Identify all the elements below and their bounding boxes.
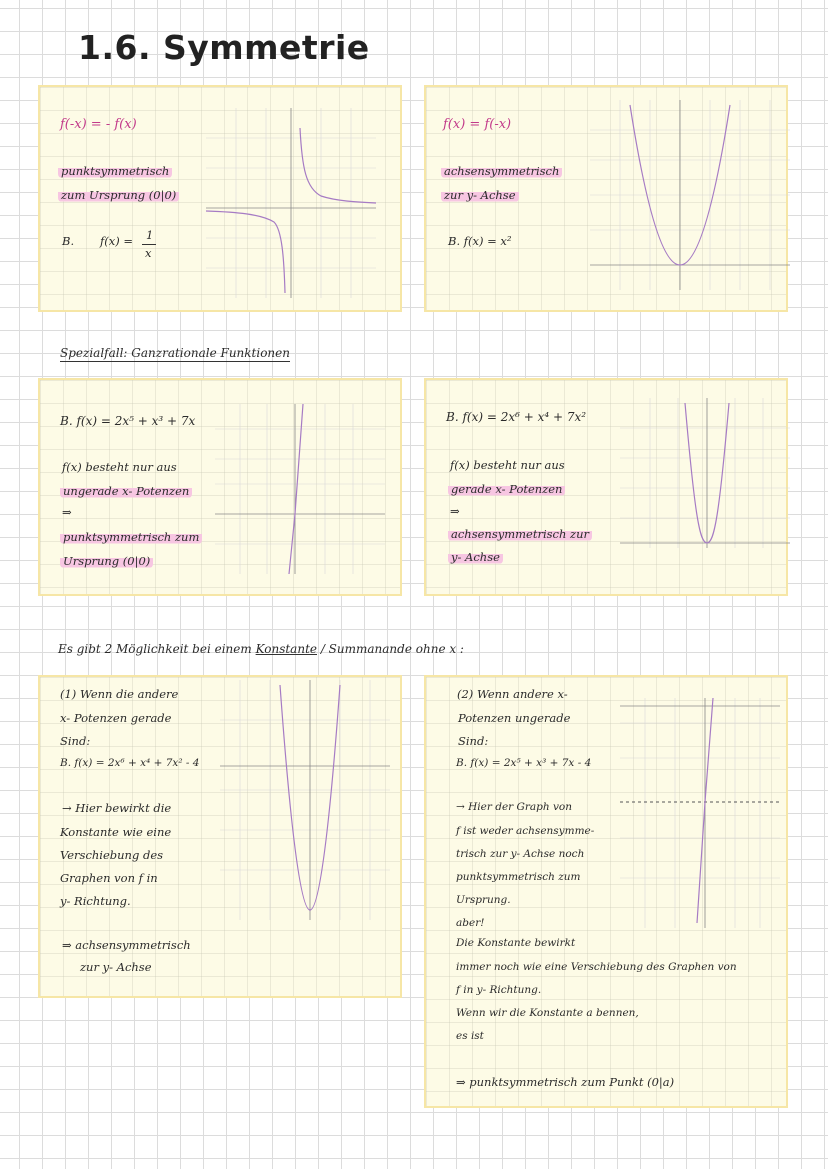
intro-prefix: Es gibt 2 Möglichkeit bei einem	[58, 642, 252, 656]
box1-example-num: 1	[146, 228, 154, 242]
box4-text1: f(x) besteht nur aus	[450, 458, 565, 472]
box5-l5: → Hier bewirkt die	[62, 801, 172, 815]
box4-text4: y- Achse	[448, 550, 503, 564]
intro-konstante: Konstante	[255, 642, 317, 656]
box6-l14: Wenn wir die Konstante a bennen,	[456, 1007, 639, 1019]
box5-l1: (1) Wenn die andere	[60, 687, 179, 701]
box6-l12: immer noch wie eine Verschiebung des Graphen von	[456, 961, 737, 973]
box1-formula: f(-x) = - f(x)	[60, 117, 137, 132]
box6-l1: (2) Wenn andere x-	[457, 687, 568, 701]
box6-l6: f ist weder achsensymme-	[456, 825, 595, 837]
box3-text1: f(x) besteht nur aus	[62, 460, 177, 474]
box1-line1: punktsymmetrisch	[58, 164, 172, 178]
box3-example: B. f(x) = 2x⁵ + x³ + 7x	[60, 414, 196, 428]
graph-even-shifted	[220, 680, 390, 920]
box1-example-fx: f(x) =	[100, 234, 134, 248]
graph-hyperbola	[206, 108, 376, 298]
spezialfall-heading	[60, 346, 290, 360]
box3-text2: ungerade x- Potenzen	[60, 484, 192, 498]
box6-l8: punktsymmetrisch zum	[456, 871, 581, 883]
box3-text3: punktsymmetrisch zum	[60, 530, 202, 544]
box6-l13: f in y- Richtung.	[456, 984, 542, 996]
box2-line2: zur y- Achse	[441, 188, 519, 202]
box6-l10: aber!	[456, 917, 485, 929]
box6-l7: trisch zur y- Achse noch	[456, 848, 585, 860]
box3-text4: Ursprung (0|0)	[60, 554, 153, 568]
box5-l8: Graphen von f in	[60, 871, 158, 885]
box1-line2: zum Ursprung (0|0)	[58, 188, 179, 202]
box6-l3: Sind:	[458, 734, 489, 748]
intro-suffix: / Summanande ohne x :	[320, 642, 464, 656]
box5-l7: Verschiebung des	[60, 848, 164, 862]
spezialfall-text: Spezialfall: Ganzrationale Funktionen	[60, 346, 290, 360]
box5-l10: ⇒ achsensymmetrisch	[62, 938, 191, 952]
graph-odd-polynomial	[215, 404, 385, 574]
box4-arrow: ⇒	[450, 504, 460, 518]
box6-l9: Ursprung.	[456, 894, 511, 906]
graph-odd-shifted	[620, 698, 780, 928]
box4-example: B. f(x) = 2x⁶ + x⁴ + 7x²	[446, 410, 587, 424]
graph-parabola	[590, 100, 790, 290]
box5-l9: y- Richtung.	[60, 894, 131, 908]
box6-l16: ⇒ punktsymmetrisch zum Punkt (0|a)	[456, 1075, 675, 1089]
intro-line	[58, 642, 464, 656]
box4-text3: achsensymmetrisch zur	[448, 527, 592, 541]
box1-example-den: x	[145, 246, 152, 260]
box6-l15: es ist	[456, 1030, 484, 1042]
page-title: 1.6. Symmetrie	[78, 28, 370, 67]
box6-l5: → Hier der Graph von	[456, 801, 573, 813]
box2-formula: f(x) = f(-x)	[443, 117, 512, 132]
box2-example: B. f(x) = x²	[448, 234, 512, 248]
graph-even-polynomial	[620, 398, 790, 548]
box5-l6: Konstante wie eine	[60, 825, 172, 839]
box6-l11: Die Konstante bewirkt	[456, 937, 576, 949]
box5-l2: x- Potenzen gerade	[60, 711, 172, 725]
box2-line1: achsensymmetrisch	[441, 164, 562, 178]
box3-arrow: ⇒	[62, 505, 72, 519]
box6-l2: Potenzen ungerade	[458, 711, 571, 725]
box6-l4: B. f(x) = 2x⁵ + x³ + 7x - 4	[456, 757, 592, 769]
box1-example-label: B.	[62, 234, 75, 248]
box5-l11: zur y- Achse	[80, 960, 152, 974]
box5-l3: Sind:	[60, 734, 91, 748]
fraction-bar	[142, 244, 156, 245]
box4-text2: gerade x- Potenzen	[448, 482, 565, 496]
box5-l4: B. f(x) = 2x⁶ + x⁴ + 7x² - 4	[60, 757, 200, 769]
